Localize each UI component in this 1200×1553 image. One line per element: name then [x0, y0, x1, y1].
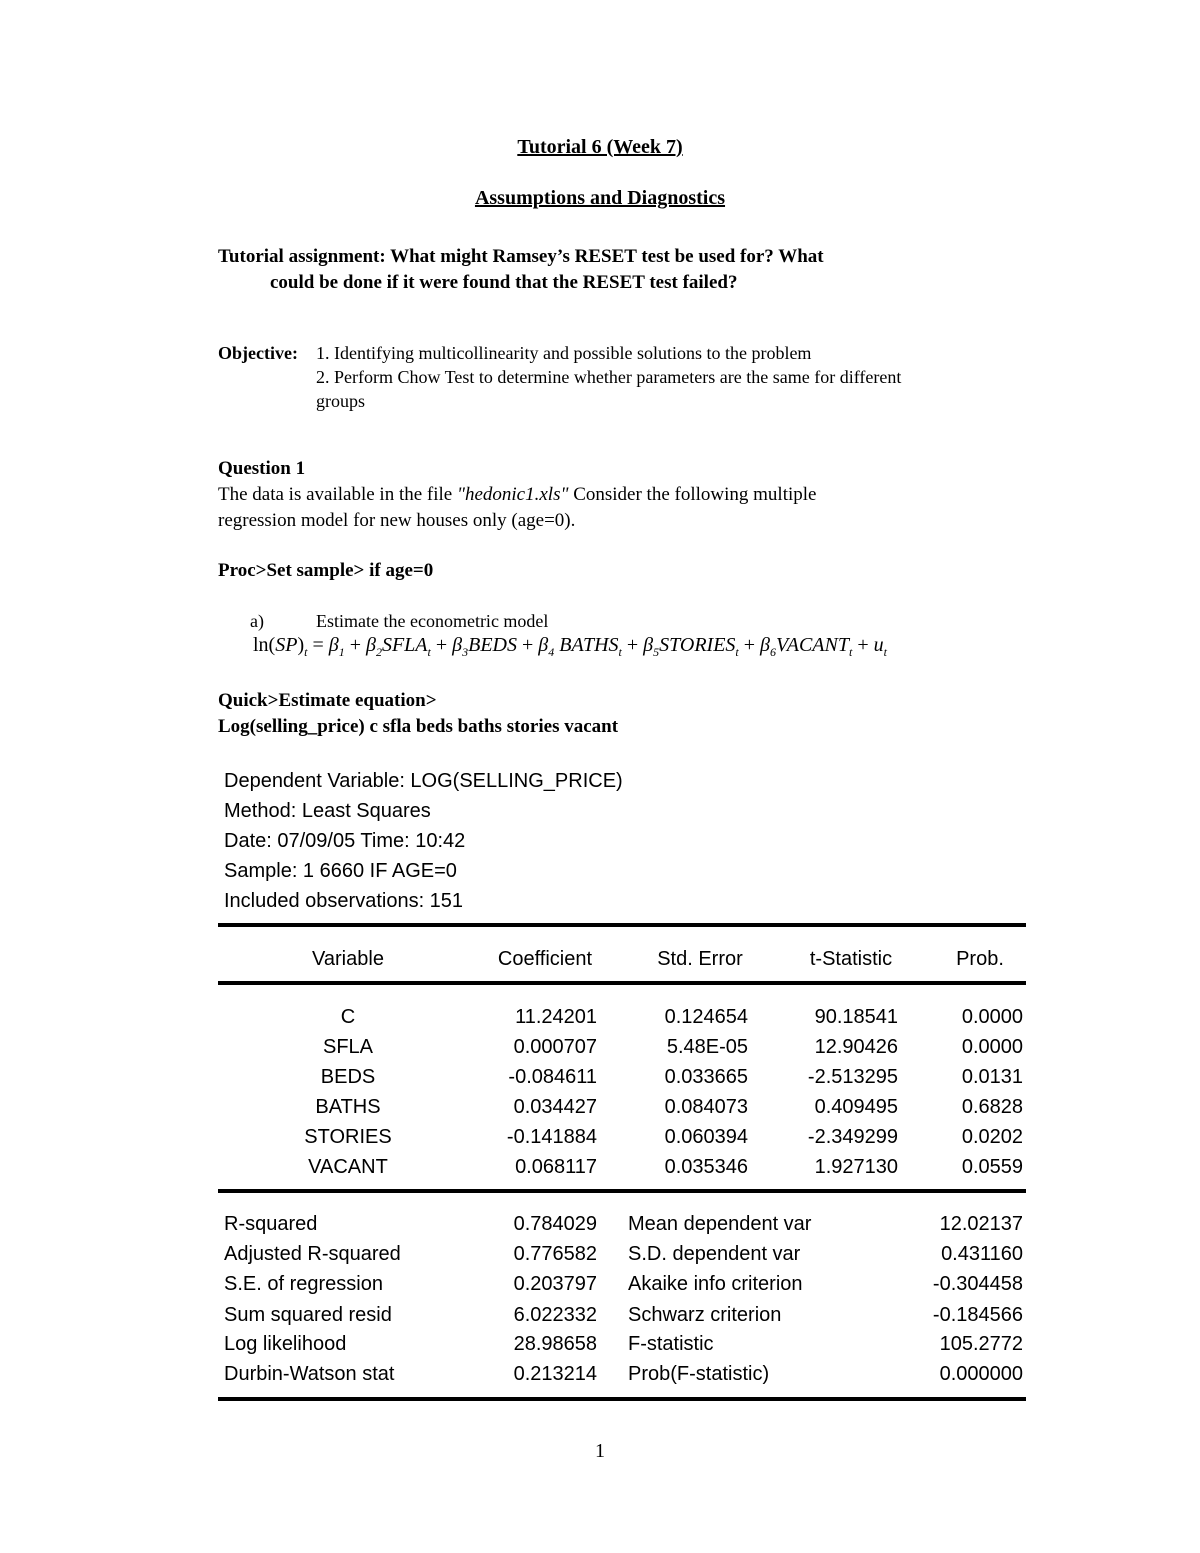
table-middle-rule — [218, 1189, 1026, 1193]
question-heading: Question 1 — [218, 458, 306, 479]
stat-value: -0.184566 — [932, 1304, 1023, 1326]
stat-value: 0.431160 — [941, 1243, 1023, 1265]
table-bottom-rule — [218, 1397, 1026, 1401]
dependent-variable: Dependent Variable: LOG(SELLING_PRICE) — [224, 770, 623, 792]
assignment-line-2: could be done if it were found that the RESET test failed? — [270, 272, 738, 293]
stat-label: Log likelihood — [224, 1333, 347, 1355]
table-row-prob: 0.0000 — [961, 1006, 1023, 1028]
table-row-t-statistic: -2.513295 — [807, 1066, 898, 1088]
stat-value: 28.98658 — [513, 1333, 597, 1355]
stat-label: Mean dependent var — [628, 1213, 812, 1235]
col-header-coefficient: Coefficient — [497, 948, 593, 970]
stat-label: Akaike info criterion — [628, 1273, 803, 1295]
table-row-coefficient: 0.000707 — [513, 1036, 597, 1058]
assignment-line-1: Tutorial assignment: What might Ramsey’s RESET test be used for? What — [218, 246, 824, 267]
stat-value: 12.02137 — [939, 1213, 1023, 1235]
stat-label: Sum squared resid — [224, 1304, 392, 1326]
stat-label: F-statistic — [628, 1333, 714, 1355]
col-header-variable: Variable — [312, 948, 384, 970]
table-row-prob: 0.0000 — [961, 1036, 1023, 1058]
econometric-model-formula: $\ln(SP)_t = \beta_1$ + $\beta_2SFLA_t$ + $\beta_3BEDS + \beta_4$ $BATHS_t$ + $\beta_5STORIES_t$ + $\beta_6VACANT_t + u_t$ — [253, 634, 887, 659]
stat-value: 0.203797 — [513, 1273, 597, 1295]
table-row-std-error: 0.033665 — [664, 1066, 748, 1088]
stat-value: 0.213214 — [513, 1363, 597, 1385]
table-row-variable: C — [340, 1006, 356, 1028]
stat-label: S.D. dependent var — [628, 1243, 801, 1265]
table-row-coefficient: -0.141884 — [506, 1126, 597, 1148]
table-row-variable: SFLA — [322, 1036, 374, 1058]
col-header-std-error: Std. Error — [657, 948, 743, 970]
stat-label: Durbin-Watson stat — [224, 1363, 395, 1385]
estimate-command: Log(selling_price) c sfla beds baths stories vacant — [218, 716, 619, 737]
table-row-t-statistic: 12.90426 — [814, 1036, 898, 1058]
stat-value: 0.000000 — [939, 1363, 1023, 1385]
table-row-variable: VACANT — [308, 1156, 388, 1178]
stat-label: Prob(F-statistic) — [628, 1363, 770, 1385]
table-row-t-statistic: 90.18541 — [814, 1006, 898, 1028]
stat-value: 105.2772 — [939, 1333, 1023, 1355]
page-number: 1 — [595, 1440, 605, 1462]
stat-value: 0.784029 — [513, 1213, 597, 1235]
proc-command: Proc>Set sample> if age=0 — [218, 560, 434, 581]
question-text-line-1: The data is available in the file "hedonic1.xls" Consider the following multiple — [218, 484, 817, 505]
page-title: Tutorial 6 (Week 7) — [517, 136, 683, 158]
table-row-prob: 0.0202 — [961, 1126, 1023, 1148]
objective-label: Objective: — [218, 343, 298, 363]
col-header-prob: Prob. — [956, 948, 1004, 970]
stat-value: -0.304458 — [932, 1273, 1023, 1295]
sample: Sample: 1 6660 IF AGE=0 — [224, 860, 457, 882]
date-time: Date: 07/09/05 Time: 10:42 — [224, 830, 466, 852]
stat-label: Schwarz criterion — [628, 1304, 782, 1326]
table-row-variable: STORIES — [304, 1126, 392, 1148]
table-row-std-error: 0.124654 — [664, 1006, 748, 1028]
page-subtitle: Assumptions and Diagnostics — [474, 187, 726, 209]
table-row-t-statistic: 1.927130 — [814, 1156, 898, 1178]
table-row-std-error: 0.035346 — [664, 1156, 748, 1178]
table-row-t-statistic: 0.409495 — [814, 1096, 898, 1118]
question-text-line-2: regression model for new houses only (age=0). — [218, 510, 576, 531]
table-top-rule — [218, 923, 1026, 927]
table-row-std-error: 5.48E-05 — [666, 1036, 748, 1058]
objective-item-2-cont: groups — [316, 391, 365, 411]
method: Method: Least Squares — [224, 800, 431, 822]
part-a-label: a) — [250, 611, 264, 631]
table-row-std-error: 0.060394 — [664, 1126, 748, 1148]
table-row-coefficient: 11.24201 — [515, 1006, 597, 1028]
table-row-t-statistic: -2.349299 — [807, 1126, 898, 1148]
table-row-prob: 0.0559 — [961, 1156, 1023, 1178]
stat-label: R-squared — [224, 1213, 318, 1235]
table-header-rule — [218, 981, 1026, 985]
table-row-variable: BEDS — [320, 1066, 376, 1088]
quick-command: Quick>Estimate equation> — [218, 690, 437, 711]
stat-label: S.E. of regression — [224, 1273, 383, 1295]
table-row-prob: 0.6828 — [961, 1096, 1023, 1118]
table-row-coefficient: 0.068117 — [515, 1156, 597, 1178]
table-row-coefficient: 0.034427 — [513, 1096, 597, 1118]
filename: "hedonic1.xls" — [456, 484, 569, 505]
stat-value: 0.776582 — [513, 1243, 597, 1265]
col-header-t-statistic: t-Statistic — [809, 948, 893, 970]
part-a-text: Estimate the econometric model — [316, 611, 549, 631]
table-row-prob: 0.0131 — [961, 1066, 1023, 1088]
objective-item-1: 1. Identifying multicollinearity and possible solutions to the problem — [316, 343, 812, 363]
stat-value: 6.022332 — [513, 1304, 597, 1326]
table-row-variable: BATHS — [315, 1096, 381, 1118]
objective-item-2: 2. Perform Chow Test to determine whether parameters are the same for different — [316, 367, 902, 387]
included-observations: Included observations: 151 — [224, 890, 464, 912]
table-row-std-error: 0.084073 — [664, 1096, 748, 1118]
stat-label: Adjusted R-squared — [224, 1243, 401, 1265]
table-row-coefficient: -0.084611 — [508, 1066, 597, 1088]
